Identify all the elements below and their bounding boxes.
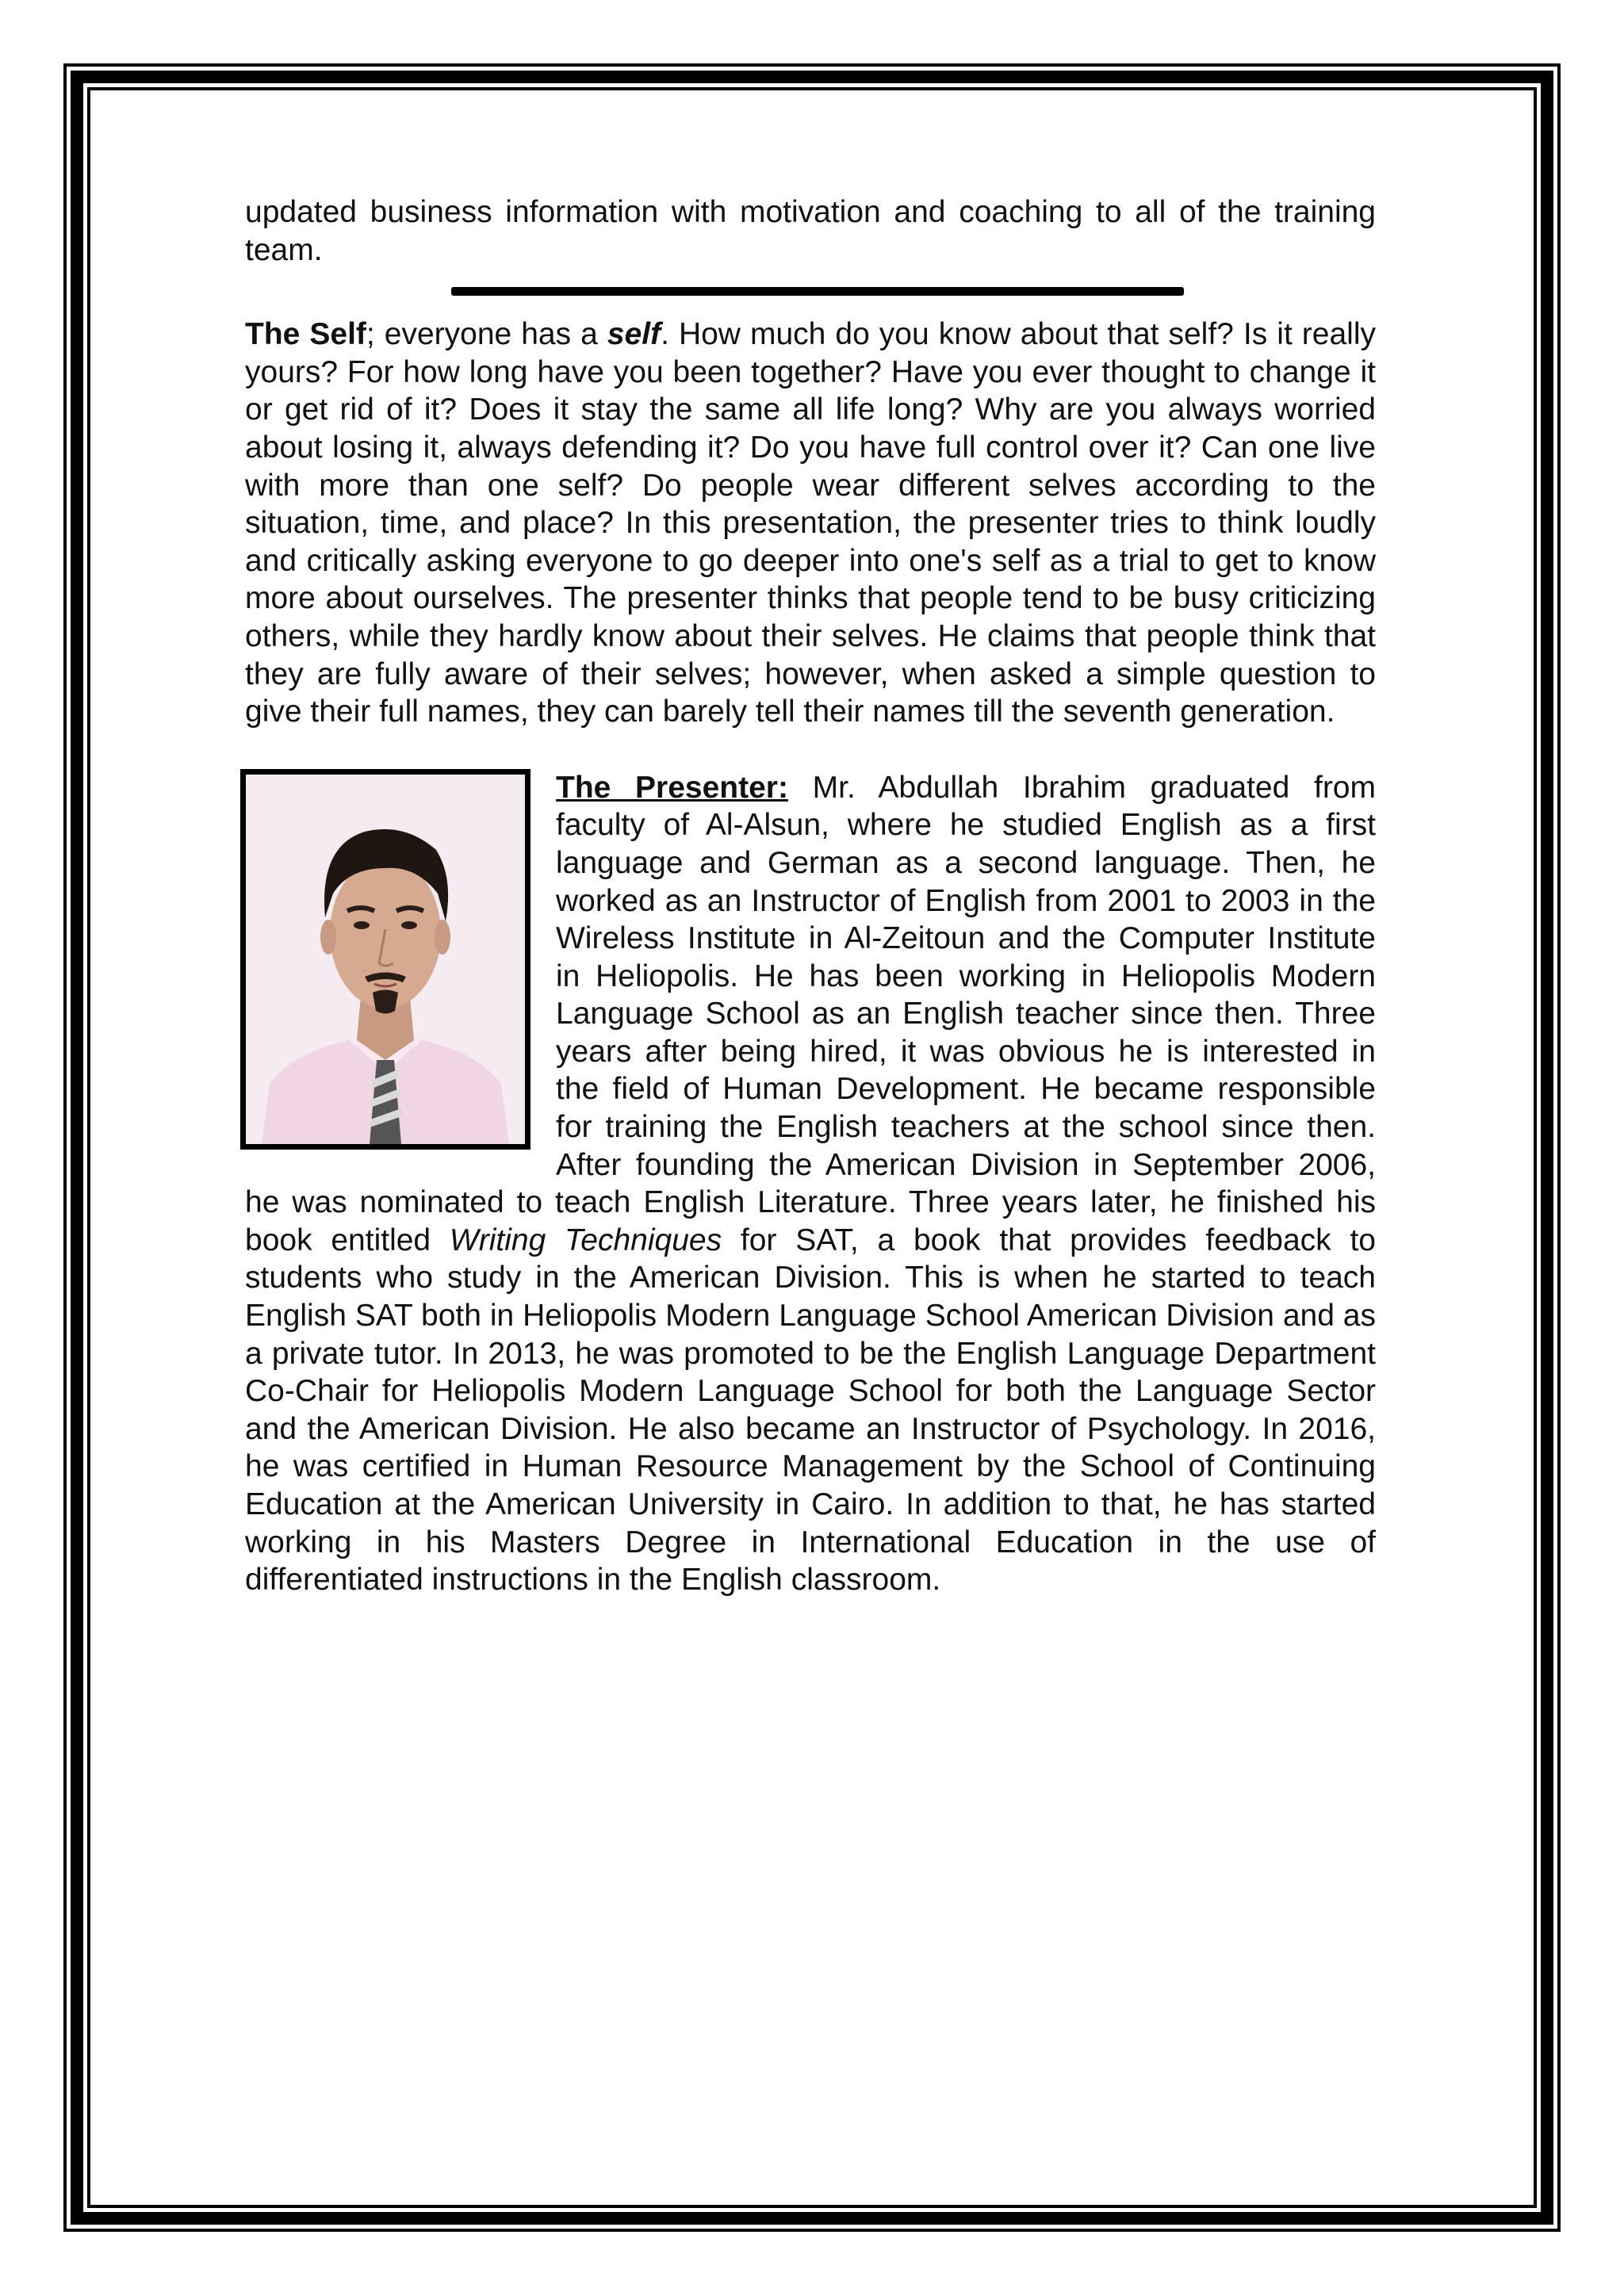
presenter-heading: The Presenter: xyxy=(556,770,788,805)
presenter-photo xyxy=(240,769,530,1150)
intro-continuation: updated business information with motivation and coaching to all of the training team. xyxy=(245,195,1376,267)
book-title: Writing Techniques xyxy=(449,1223,722,1257)
self-paragraph xyxy=(245,316,1376,731)
self-text-b: . How much do you know about that self? Is it really yours? For how long have you been together? Have you ever thought to change it or get rid of it? Does it stay the same all life long? Why are you always worried about losing it, always defending it? Do you have full control over it? Can one live with more than one self? Do people wear different selves according to the situation, time, and place? In this presentation, the presenter tries to think loudly and critically asking everyone to go deeper into one's self as a trial to get to know more about ourselves. The presenter thinks that people tend to be busy criticizing others, while they hardly know about their selves. He claims that people think that they are fully aware of their selves; however, when asked a simple question to give their full names, they can barely tell their names till the seventh generation. xyxy=(245,317,1376,729)
presenter-portrait-image xyxy=(246,775,525,1144)
self-text-a: ; everyone has a xyxy=(366,317,607,352)
presenter-text-a: Mr. Abdullah Ibrahim graduated from faculty of Al-Alsun, where he studied English as a first language and German as a second language. Then, he worked as an Instructor of English from 2001 to 2003 in the Wireless Institute in Al-Zeitoun and the Computer Institute in Heliopolis. He has been working in Heliopolis Modern Language School as an English teacher since then. Three years after being hired, it was obvious he is interested in the field of Human Development. He became responsible for training the English teachers at the school since then. After founding the American Division in September 2006, he was nominated to teach English Literature. Three years later, he finished his book entitled xyxy=(245,770,1376,1257)
self-heading: The Self xyxy=(245,317,366,352)
self-emphasis: self xyxy=(607,317,661,352)
section-divider xyxy=(451,287,1184,296)
presenter-text-b: for SAT, a book that provides feedback to students who study in the American Division. This is when he started to teach English SAT both in Heliopolis Modern Language School American Division and as a private tutor. In 2013, he was promoted to be the English Language Department Co-Chair for Heliopolis Modern Language School for both the Language Sector and the American Division. He also became an Instructor of Psychology. In 2016, he was certified in Human Resource Management by the School of Continuing Education at the American University in Cairo. In addition to that, he has started working in his Masters Degree in International Education in the use of differentiated instructions in the English classroom. xyxy=(245,1223,1376,1598)
page-content xyxy=(245,193,1376,1599)
